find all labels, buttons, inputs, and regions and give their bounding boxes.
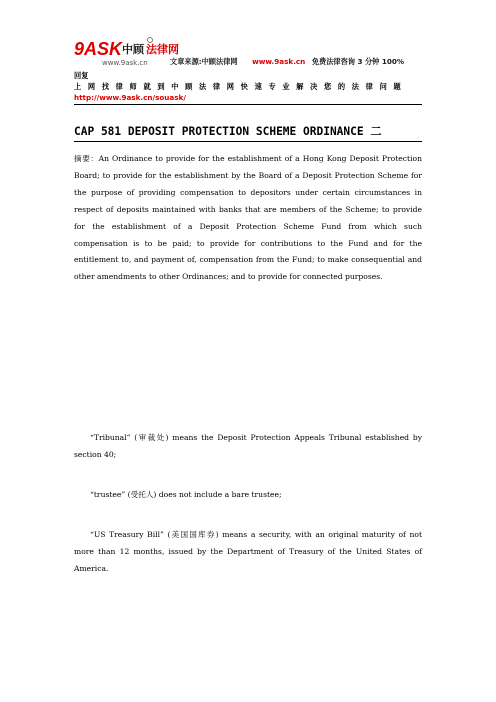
definition-trustee: “trustee” (受托人) does not include a bare trustee; bbox=[90, 490, 282, 499]
abstract-paragraph: 摘要：An Ordinance to provide for the establishment of a Hong Kong Deposit Protection Board; to provide for the establishment by the Board of a Deposit Protection Scheme for the purpose of providing compensation to depositors under certain circumstances in respect of deposits maintained with banks that are members of the Scheme; to provide for the establishment of a Deposit Protection Scheme Fund from which such compensation is to be paid; to provide for contributions to the Fund and for the entitlement to, and payment of, compensation from the Fund; to make consequential and other amendments to other Ordinances; and to provide for connected purposes. bbox=[74, 154, 422, 282]
header-divider bbox=[74, 104, 422, 105]
souask-link[interactable]: http://www.9ask.cn/souask/ bbox=[74, 93, 186, 102]
site-logo[interactable] bbox=[74, 36, 182, 70]
header-source-line bbox=[170, 57, 404, 67]
logo-url: www.9ask.cn bbox=[102, 59, 148, 67]
source-site-link[interactable]: www.9ask.cn bbox=[252, 57, 306, 66]
logo-mark: 9ASK bbox=[74, 39, 123, 59]
logo-cn-text: 中顾 bbox=[122, 43, 144, 56]
document-title: CAP 581 DEPOSIT PROTECTION SCHEME ORDINANCE 二 bbox=[74, 125, 382, 138]
logo-cn-text-2: 法律网 bbox=[146, 43, 179, 56]
slogan-text: 上 网 找 律 师 就 到 中 顾 法 律 网 快 速 专 业 解 决 您 的 法 律 问 题 bbox=[74, 82, 403, 91]
free-consult-text: 免费法律咨询 3 分钟 100% bbox=[311, 57, 405, 66]
registered-icon bbox=[148, 38, 153, 43]
definition-tribunal: “Tribunal” (审裁处) means the Deposit Protection Appeals Tribunal established by section 40; bbox=[74, 433, 422, 459]
title-underline bbox=[74, 141, 422, 142]
source-label: 文章来源:中顾法律网 bbox=[170, 57, 238, 66]
definition-us-treasury-bill: “US Treasury Bill” (美国国库券) means a security, with an original maturity of not more than 12 months, issued by the Department of Treasury of the United States of America. bbox=[74, 530, 422, 573]
reply-text: 回复 bbox=[74, 71, 89, 80]
